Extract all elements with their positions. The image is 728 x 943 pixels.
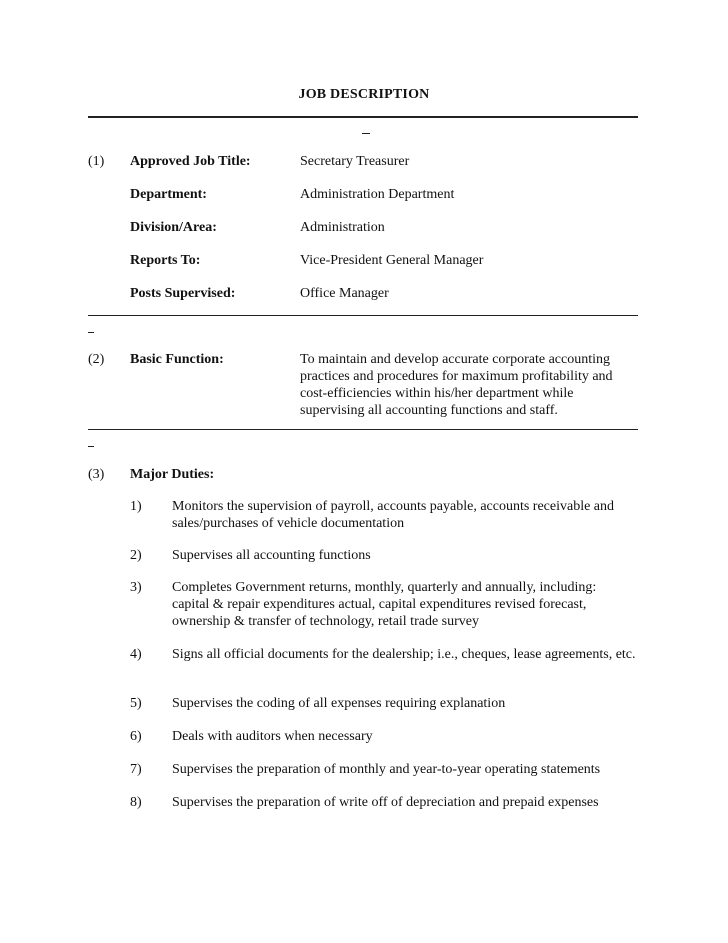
duty-5-number: 5) (130, 696, 142, 711)
section-1-divider-tail (88, 332, 94, 333)
duty-6-text: Deals with auditors when necessary (172, 729, 373, 744)
division-label: Division/Area: (130, 220, 217, 235)
duty-1-text: Monitors the supervision of payroll, accounts payable, accounts receivable and sales/purchases of vehicle documentation (172, 499, 615, 531)
duty-5-text: Supervises the coding of all expenses requiring explanation (172, 696, 506, 711)
job-title-label: Approved Job Title: (130, 154, 251, 169)
section-2-divider-tail (88, 446, 94, 447)
section-3-number: (3) (88, 467, 105, 482)
reports-to-value: Vice-President General Manager (300, 253, 484, 268)
duty-3-number: 3) (130, 580, 142, 595)
duty-7-number: 7) (130, 762, 142, 777)
basic-function-value: To maintain and develop accurate corporate accounting practices and procedures for maximum profitability and cost-efficiencies within his/her department while supervising all accounting functions and staff. (300, 352, 613, 418)
section-1-divider (88, 315, 638, 316)
duty-2-text: Supervises all accounting functions (172, 548, 371, 563)
duty-7-text: Supervises the preparation of monthly and year-to-year operating statements (172, 762, 601, 777)
duty-8-number: 8) (130, 795, 142, 810)
section-1-number: (1) (88, 154, 105, 169)
section-2-divider (88, 429, 638, 430)
duty-1-number: 1) (130, 499, 142, 514)
title-divider-tail (362, 133, 370, 134)
document-title: JOB DESCRIPTION (298, 87, 430, 102)
duty-8-text: Supervises the preparation of write off of depreciation and prepaid expenses (172, 795, 599, 810)
basic-function-label: Basic Function: (130, 352, 224, 367)
major-duties-label: Major Duties: (130, 467, 215, 482)
duty-2-number: 2) (130, 548, 142, 563)
duty-4-text: Signs all official documents for the dealership; i.e., cheques, lease agreements, etc. (172, 647, 636, 662)
duty-4-number: 4) (130, 647, 142, 662)
department-label: Department: (130, 187, 207, 202)
posts-supervised-label: Posts Supervised: (130, 286, 236, 301)
reports-to-label: Reports To: (130, 253, 201, 268)
duty-6-number: 6) (130, 729, 142, 744)
posts-supervised-value: Office Manager (300, 286, 389, 301)
duty-3-text: Completes Government returns, monthly, quarterly and annually, including: capital & repair expenditures actual, capital expenditures revised forecast, ownership & transfer of technology, retail trade survey (172, 580, 597, 629)
section-2-number: (2) (88, 352, 105, 367)
department-value: Administration Department (300, 187, 455, 202)
division-value: Administration (300, 220, 385, 235)
title-divider (88, 116, 638, 118)
job-title-value: Secretary Treasurer (300, 154, 410, 169)
